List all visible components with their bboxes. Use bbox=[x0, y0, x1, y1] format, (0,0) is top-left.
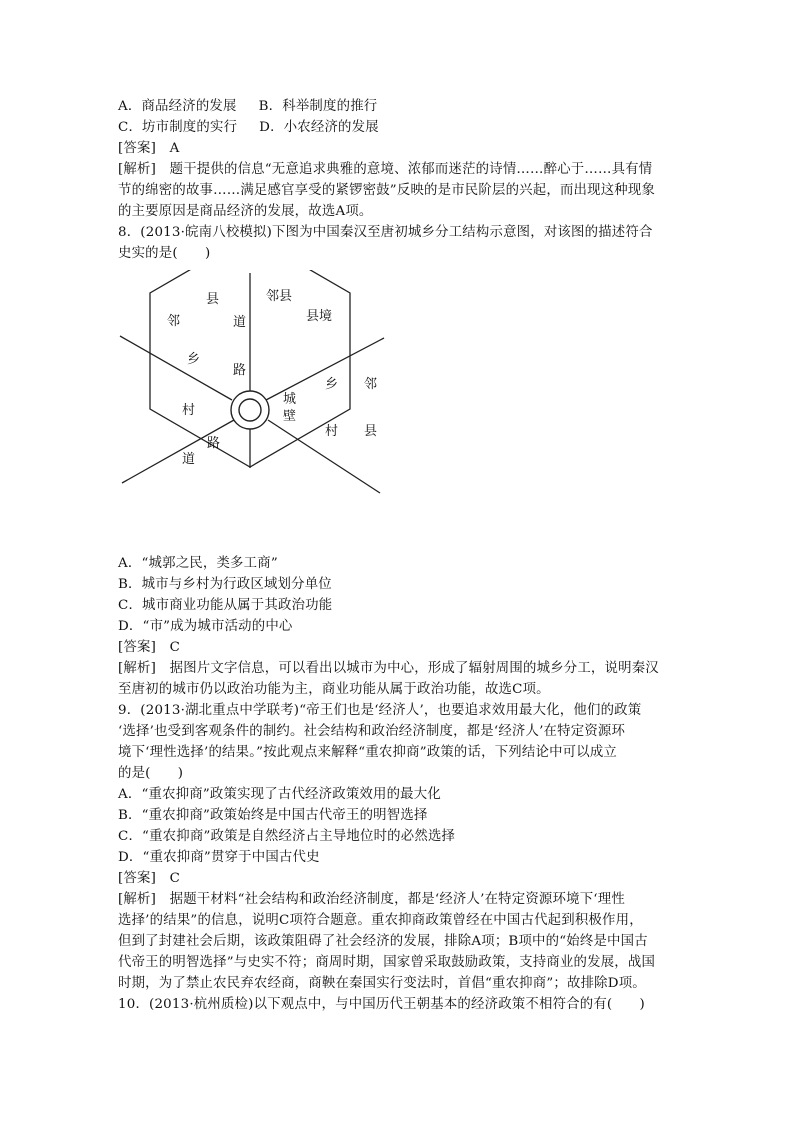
q8-option-d: D．“市”成为城市活动的中心 bbox=[118, 619, 293, 634]
q7-options-row-1 bbox=[118, 96, 377, 117]
city-rural-structure-diagram bbox=[118, 270, 388, 505]
q7-option-c: C．坊市制度的实行 bbox=[118, 120, 238, 135]
q7-analysis-line: 的主要原因是商品经济的发展，故选A项。 bbox=[118, 204, 373, 219]
diagram-label: 路 bbox=[207, 436, 221, 451]
q10-stem: 10．(2013·杭州质检)以下观点中，与中国历代王朝基本的经济政策不相符合的有( ) bbox=[118, 997, 645, 1012]
q8-stem-line: 史实的是( ) bbox=[118, 246, 211, 261]
diagram-label: 壁 bbox=[283, 409, 297, 424]
q7-options-row-2 bbox=[118, 117, 379, 138]
q9-stem-line: 境下‘理性选择’的结果。”按此观点来解释“重农抑商”政策的话，下列结论中可以成立 bbox=[118, 745, 618, 760]
diagram-label: 邻 bbox=[167, 314, 181, 329]
q8-option-c: C．城市商业功能从属于其政治功能 bbox=[118, 598, 333, 613]
diagram-label: 道 bbox=[233, 315, 247, 330]
diagram-label: 村 bbox=[182, 403, 196, 418]
diagram-label: 邻 bbox=[364, 377, 378, 392]
q9-analysis-line: 时期，为了禁止农民弃农经商，商鞅在秦国实行变法时，首倡“重农抑商”；故排除D项。 bbox=[118, 976, 646, 991]
diagram-label: 乡 bbox=[187, 352, 201, 367]
diagram-label: 城 bbox=[283, 392, 297, 407]
q7-option-a: A．商品经济的发展 bbox=[118, 99, 237, 114]
q9-stem-line: ‘选择’也受到客观条件的制约。社会结构和政治经济制度，都是‘经济人’在特定资源环 bbox=[118, 724, 626, 739]
q9-analysis-line: 但到了封建社会后期，该政策阻碍了社会经济的发展，排除A项；B项中的“始终是中国古 bbox=[118, 934, 648, 949]
q9-analysis-line: [解析] 据题干材料“社会结构和政治经济制度，都是‘经济人’在特定资源环境下‘理性 bbox=[118, 892, 625, 907]
q7-option-b: B．科举制度的推行 bbox=[258, 99, 378, 114]
diagram-label: 乡 bbox=[325, 377, 339, 392]
q8-answer: [答案] C bbox=[118, 640, 181, 655]
q8-option-b: B．城市与乡村为行政区域划分单位 bbox=[118, 577, 332, 592]
q9-answer: [答案] C bbox=[118, 871, 181, 886]
q9-analysis-line: 选择’的结果”的信息，说明C项符合题意。重农抑商政策曾经在中国古代起到积极作用， bbox=[118, 913, 643, 928]
q8-stem-line: 8．(2013·皖南八校模拟)下图为中国秦汉至唐初城乡分工结构示意图，对该图的描述符合 bbox=[118, 225, 653, 240]
diagram-label: 路 bbox=[233, 363, 247, 378]
q9-option-c: C．“重农抑商”政策是自然经济占主导地位时的必然选择 bbox=[118, 829, 456, 844]
diagram-label: 村 bbox=[325, 424, 339, 439]
diagram-label: 县境 bbox=[306, 309, 333, 324]
q9-stem-line: 的是( ) bbox=[118, 766, 184, 781]
q7-option-d: D．小农经济的发展 bbox=[259, 120, 379, 135]
q9-option-b: B．“重农抑商”政策始终是中国古代帝王的明智选择 bbox=[118, 808, 428, 823]
diagram-label: 道 bbox=[182, 452, 196, 467]
q9-option-d: D．“重农抑商”贯穿于中国古代史 bbox=[118, 850, 320, 865]
q8-option-a: A．“城郭之民，类多工商” bbox=[118, 556, 278, 571]
q9-option-a: A．“重农抑商”政策实现了古代经济政策效用的最大化 bbox=[118, 787, 441, 802]
diagram-label: 县 bbox=[206, 292, 220, 307]
q8-analysis-line: [解析] 据图片文字信息，可以看出以城市为中心，形成了辐射周围的城乡分工，说明秦汉 bbox=[118, 661, 659, 676]
q7-analysis-line: 节的绵密的故事……满足感官享受的紧锣密鼓”反映的是市民阶层的兴起，而出现这种现象 bbox=[118, 183, 656, 198]
q7-analysis-line: [解析] 题干提供的信息“无意追求典雅的意境、浓郁而迷茫的诗情……醉心于……具有情 bbox=[118, 162, 653, 177]
diagram-label: 邻县 bbox=[266, 289, 293, 304]
q7-answer: [答案] A bbox=[118, 141, 180, 156]
diagram-label: 县 bbox=[364, 424, 378, 439]
q9-analysis-line: 代帝王的明智选择”与史实不符；商周时期，国家曾采取鼓励政策，支持商业的发展，战国 bbox=[118, 955, 656, 970]
radial-lines bbox=[120, 273, 384, 493]
q8-analysis-line: 至唐初的城市仍以政治功能为主，商业功能从属于政治功能，故选C项。 bbox=[118, 682, 550, 697]
q9-stem-line: 9．(2013·湖北重点中学联考)“帝王们也是‘经济人’，也要追求效用最大化，他们的政策 bbox=[118, 703, 642, 718]
city-center-ring bbox=[239, 399, 261, 421]
